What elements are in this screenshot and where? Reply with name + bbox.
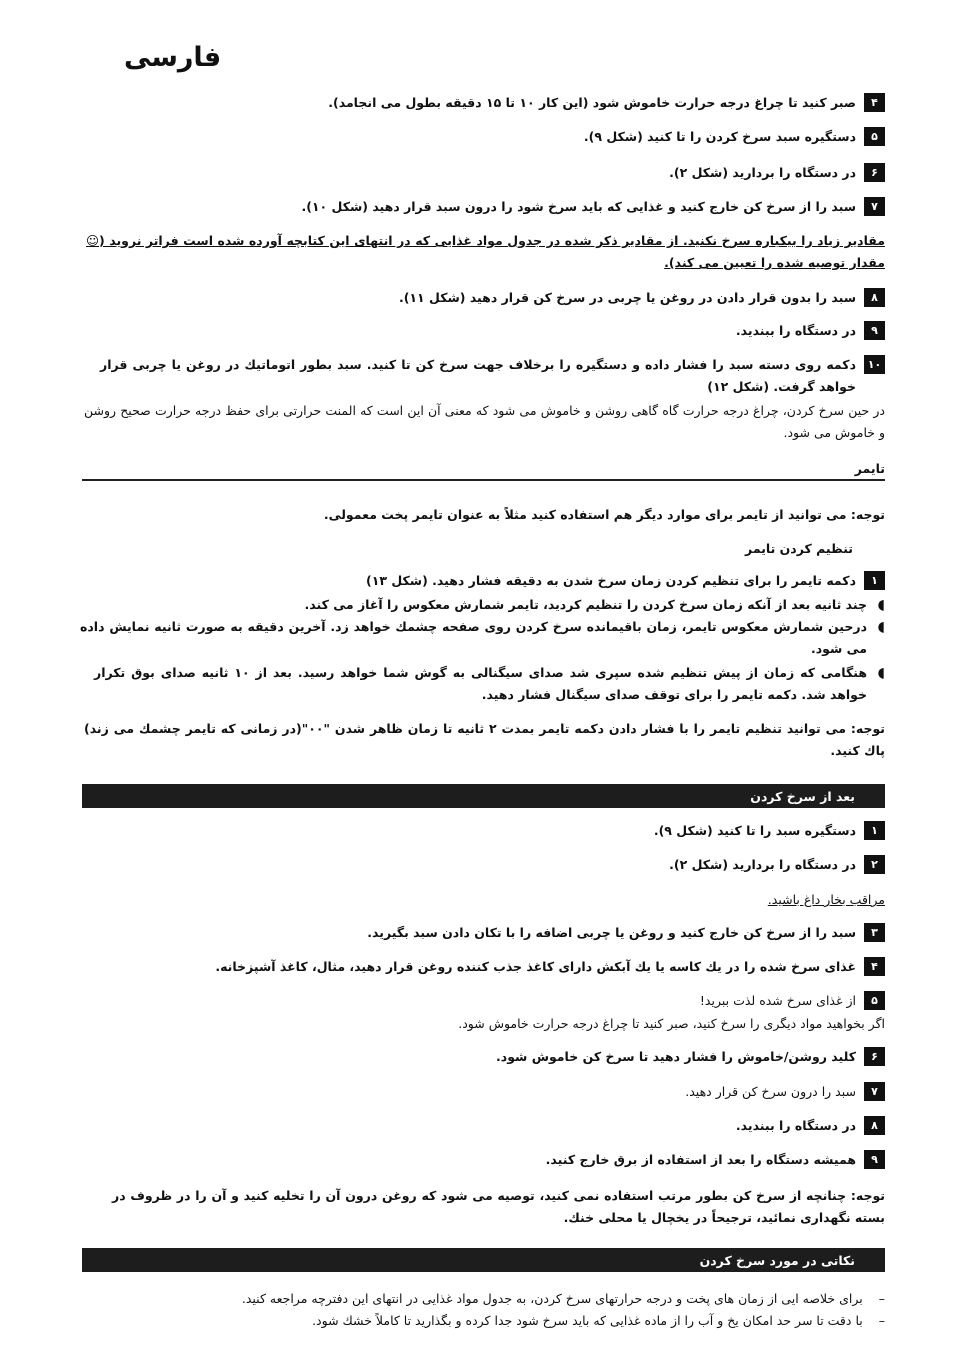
step-number: ۴ bbox=[864, 957, 885, 976]
step-text: دستگیره سبد را تا کنید (شکل ۹). bbox=[653, 823, 856, 838]
step-number: ۴ bbox=[864, 93, 885, 112]
step-text: غذای سرخ شده را در یك کاسه یا یك آبکش دارای کاغذ جذب کننده روغن قرار دهید، مثال، کاغذ آشپزخانه. bbox=[215, 959, 856, 974]
step-number: ۱۰ bbox=[864, 355, 885, 374]
step-number: ۷ bbox=[864, 197, 885, 216]
dash-icon: – bbox=[878, 1313, 885, 1328]
step-number: ۹ bbox=[864, 321, 885, 340]
step-item bbox=[584, 126, 885, 148]
step-text: سبد را بدون قرار دادن در روغن یا چربی در سرخ کن قرار دهید (شکل ۱۱). bbox=[398, 290, 856, 305]
page-title: فارسی bbox=[124, 42, 222, 73]
bullet-text: درحین شمارش معکوس تایمر، زمان باقیمانده سرخ کردن روی صفحه چشمك خواهد زد. آخرین دقیقه به صورت ثانیه نمایش داده می شود. bbox=[80, 619, 867, 656]
step-item bbox=[215, 956, 885, 978]
step-number: ۱ bbox=[864, 821, 885, 840]
step-text: در دستگاه را ببندید. bbox=[735, 1118, 856, 1133]
step-item bbox=[669, 854, 885, 876]
step-text: کلید روشن/خاموش را فشار دهید تا سرخ کن خاموش شود. bbox=[496, 1049, 856, 1064]
storage-note: توجه: چنانچه از سرخ کن بطور مرتب استفاده نمی کنید، توصیه می شود که روغن درون آن را تخلیه کنید و آن را در ظروف در بسته نگهداری نمائید، ترجیحاً در یخچال یا محلی خنك. bbox=[112, 1188, 885, 1225]
step-text: سبد را درون سرخ کن قرار دهید. bbox=[685, 1084, 856, 1099]
list-item bbox=[80, 616, 885, 660]
more-food-note: اگر بخواهید مواد دیگری را سرخ کنید، صبر کنید تا چراغ درجه حرارت خاموش شود. bbox=[458, 1016, 885, 1031]
step-number: ۸ bbox=[864, 288, 885, 307]
step-number: ۶ bbox=[864, 163, 885, 182]
step-text: در دستگاه را بردارید (شکل ۲). bbox=[669, 165, 856, 180]
step-number: ۱ bbox=[864, 571, 885, 590]
during-note: در حین سرخ کردن، چراغ درجه حرارت گاه گاهی روشن و خاموش می شود که معنی آن این است که المنت حرارتی برای حفظ درجه حرارت صحیح روشن و خاموش می شود. bbox=[84, 403, 885, 440]
step-number: ۸ bbox=[864, 1116, 885, 1135]
step-text: صبر کنید تا چراغ درجه حرارت خاموش شود (این کار ۱۰ تا ۱۵ دقیقه بطول می انجامد). bbox=[328, 95, 856, 110]
timer-heading: تایمر bbox=[854, 461, 885, 476]
bullet-icon: ◖ bbox=[877, 597, 885, 613]
step-item bbox=[654, 820, 885, 842]
step-number: ۹ bbox=[864, 1150, 885, 1169]
step-item bbox=[366, 570, 885, 592]
bullet-icon: ◖ bbox=[877, 665, 885, 681]
step-number: ۶ bbox=[864, 1047, 885, 1066]
step-text: از غذای سرخ شده لذت ببرید! bbox=[699, 993, 856, 1008]
tip-text: برای خلاصه ایی از زمان های پخت و درجه حرارتهای سرخ کردن، به جدول مواد غذایی در انتهای این دفترچه مراجعه کنید. bbox=[241, 1291, 863, 1306]
step-item bbox=[700, 990, 885, 1012]
step-text: دستگیره سبد سرخ کردن را تا کنید (شکل ۹). bbox=[583, 129, 856, 144]
warning-note: مقادیر زیاد را بیکباره سرخ نکنید. از مقادیر ذکر شده در جدول مواد غذایی که در انتهای این کتابچه آورده شده است فراتر نروید (☺مقدار توصیه شده را تعیین می کند). bbox=[86, 233, 885, 270]
step-item bbox=[669, 162, 885, 184]
step-item bbox=[399, 287, 885, 309]
section-heading-tips: نکاتی در مورد سرخ کردن bbox=[82, 1248, 885, 1272]
divider bbox=[82, 479, 885, 481]
step-item bbox=[685, 1081, 885, 1103]
step-item bbox=[736, 1115, 885, 1137]
step-item bbox=[100, 354, 885, 398]
step-text: دکمه روی دسته سبد را فشار داده و دستگیره را برخلاف جهت سرخ کن تا کنید. سبد بطور اتوماتیك در روغن یا چربی قرار خواهد گرفت. (شکل ۱۲) bbox=[100, 357, 856, 394]
list-item bbox=[305, 594, 885, 616]
step-text: سبد را از سرخ کن خارج کنید و روغن یا چربی اضافه را با تکان دادن سبد بگیرید. bbox=[367, 925, 856, 940]
step-text: دکمه تایمر را برای تنظیم کردن زمان سرخ شدن به دقیقه فشار دهید. (شکل ۱۳) bbox=[366, 573, 856, 588]
timer-set-heading: تنظیم کردن تایمر bbox=[745, 541, 853, 556]
dash-icon: – bbox=[878, 1291, 885, 1306]
list-item bbox=[94, 662, 885, 706]
bullet-text: چند ثانیه بعد از آنکه زمان سرخ کردن را تنظیم کردید، تایمر شمارش معکوس را آغاز می کند. bbox=[304, 597, 867, 612]
step-item bbox=[301, 196, 885, 218]
step-text: در دستگاه را بردارید (شکل ۲). bbox=[669, 857, 856, 872]
step-text: سبد را از سرخ کن خارج کنید و غذایی که باید سرخ شود را درون سبد قرار دهید (شکل ۱۰). bbox=[301, 199, 856, 214]
step-number: ۲ bbox=[864, 855, 885, 874]
step-item bbox=[328, 92, 885, 114]
step-item bbox=[496, 1046, 885, 1068]
step-item bbox=[367, 922, 885, 944]
step-number: ۳ bbox=[864, 923, 885, 942]
step-number: ۵ bbox=[864, 991, 885, 1010]
step-text: همیشه دستگاه را بعد از استفاده از برق خارج کنید. bbox=[545, 1152, 856, 1167]
step-text: در دستگاه را ببندید. bbox=[735, 323, 856, 338]
list-item bbox=[312, 1310, 885, 1332]
list-item bbox=[242, 1288, 885, 1310]
step-item bbox=[736, 320, 885, 342]
bullet-text: هنگامی که زمان از پیش تنظیم شده سپری شد صدای سیگنالی به گوش شما خواهد رسید. بعد از ۱۰ ثانیه صدای بوق تکرار خواهد شد. دکمه تایمر را برای توقف صدای سیگنال فشار دهید. bbox=[94, 665, 867, 702]
step-item bbox=[546, 1149, 885, 1171]
section-heading-after-frying: بعد از سرخ کردن bbox=[82, 784, 885, 808]
timer-clear-note: توجه: می توانید تنظیم تایمر را با فشار دادن دکمه تایمر بمدت ۲ ثانیه تا زمان ظاهر شدن "۰۰"(در زمانی که تایمر چشمك می زند) پاك کنید. bbox=[84, 721, 885, 758]
tip-text: با دقت تا سر حد امکان یخ و آب را از ماده غذایی که باید سرخ شود جدا کرده و بگذارید تا کاملاً خشك شود. bbox=[312, 1313, 863, 1328]
step-number: ۵ bbox=[864, 127, 885, 146]
steam-warning: مراقب بخار داغ باشید. bbox=[767, 892, 885, 907]
timer-note: توجه: می توانید از تایمر برای موارد دیگر هم استفاده کنید مثلاً به عنوان تایمر پخت معمولی. bbox=[323, 507, 885, 522]
bullet-icon: ◖ bbox=[877, 619, 885, 635]
step-number: ۷ bbox=[864, 1082, 885, 1101]
